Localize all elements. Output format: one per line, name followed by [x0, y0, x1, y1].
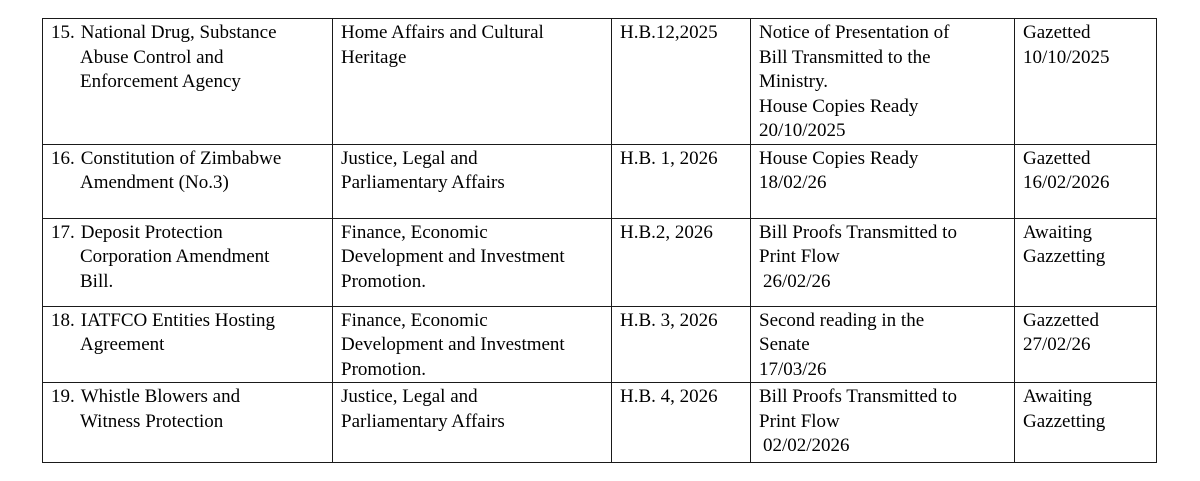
gazette-line: Gazzetting: [1023, 246, 1106, 267]
ministry-line: Development and Investment: [341, 246, 565, 267]
hb-number-cell: [612, 19, 751, 145]
status-line: House Copies Ready: [759, 147, 919, 169]
status-line: Print Flow: [759, 246, 840, 267]
bill-title-line: Agreement: [80, 334, 165, 355]
status-cell: [751, 144, 1015, 218]
status-line: Second reading in the: [759, 309, 925, 331]
bill-title-cell: [43, 306, 333, 383]
ministry-cell: [333, 218, 612, 306]
hb-number: H.B. 1, 2026: [620, 147, 718, 169]
bill-title-line: Constitution of Zimbabwe: [80, 147, 282, 169]
bill-number: 19.: [51, 386, 75, 407]
status-line: 20/10/2025: [759, 120, 846, 141]
gazette-line: Gazzetting: [1023, 410, 1106, 432]
bill-title-cell: [43, 144, 333, 218]
gazette-line: 27/02/26: [1023, 334, 1091, 355]
gazette-cell: [1015, 383, 1157, 463]
hb-number-cell: [612, 218, 751, 306]
gazette-line: 16/02/2026: [1023, 172, 1110, 193]
status-line: 18/02/26: [759, 172, 827, 193]
bill-number: 15.: [51, 22, 75, 43]
status-line: Bill Transmitted to the: [759, 46, 931, 68]
status-line: Bill Proofs Transmitted to: [759, 221, 957, 243]
status-cell: [751, 306, 1015, 383]
ministry-line: Promotion.: [341, 358, 426, 380]
hb-number-cell: [612, 144, 751, 218]
ministry-cell: [333, 306, 612, 383]
ministry-line: Parliamentary Affairs: [341, 172, 505, 193]
bill-title-line: Enforcement Agency: [80, 71, 241, 92]
ministry-line: Justice, Legal and: [341, 386, 478, 407]
hb-number-cell: [612, 383, 751, 463]
gazette-cell: [1015, 19, 1157, 145]
status-line: Senate: [759, 334, 810, 355]
status-line: Ministry.: [759, 71, 828, 92]
status-line: Notice of Presentation of: [759, 22, 950, 43]
ministry-line: Parliamentary Affairs: [341, 410, 505, 432]
bill-title-cell: [43, 218, 333, 306]
bill-title-line: Corporation Amendment: [80, 246, 270, 267]
bill-title-line: National Drug, Substance: [80, 22, 277, 43]
bill-title-line: IATFCO Entities Hosting: [80, 309, 275, 331]
gazette-line: Gazzetted: [1023, 309, 1099, 331]
bill-number: 18.: [51, 309, 75, 331]
gazette-line: Awaiting: [1023, 221, 1092, 243]
ministry-line: Finance, Economic: [341, 221, 488, 243]
ministry-line: Development and Investment: [341, 334, 565, 355]
bill-title-line: Witness Protection: [80, 410, 224, 432]
bill-number: 17.: [51, 221, 75, 243]
table-row: [43, 306, 1157, 383]
ministry-cell: [333, 19, 612, 145]
gazette-cell: [1015, 144, 1157, 218]
bill-title-cell: [43, 19, 333, 145]
status-line: 17/03/26: [759, 358, 827, 380]
status-line: 26/02/26: [763, 270, 831, 292]
table-row: [43, 218, 1157, 306]
bill-title-line: Abuse Control and: [80, 46, 224, 68]
ministry-line: Justice, Legal and: [341, 147, 478, 169]
gazette-cell: [1015, 306, 1157, 383]
table-row: [43, 19, 1157, 145]
gazette-line: Awaiting: [1023, 386, 1092, 407]
hb-number-cell: [612, 306, 751, 383]
status-line: 02/02/2026: [763, 435, 850, 456]
hb-number: H.B. 3, 2026: [620, 309, 718, 331]
table-row: [43, 383, 1157, 463]
status-cell: [751, 218, 1015, 306]
ministry-cell: [333, 144, 612, 218]
bill-title-line: Amendment (No.3): [80, 172, 229, 193]
ministry-cell: [333, 383, 612, 463]
bills-table: [42, 18, 1157, 463]
gazette-cell: [1015, 218, 1157, 306]
bill-title-cell: [43, 383, 333, 463]
status-line: House Copies Ready: [759, 95, 919, 117]
hb-number: H.B.2, 2026: [620, 221, 713, 243]
ministry-line: Finance, Economic: [341, 309, 488, 331]
ministry-line: Home Affairs and Cultural: [341, 22, 544, 43]
status-line: Print Flow: [759, 410, 840, 432]
bill-number: 16.: [51, 147, 75, 169]
hb-number: H.B.12,2025: [620, 22, 718, 43]
bill-title-line: Whistle Blowers and: [80, 386, 241, 407]
bill-title-line: Deposit Protection: [80, 221, 223, 243]
status-cell: [751, 383, 1015, 463]
gazette-line: 10/10/2025: [1023, 46, 1110, 68]
ministry-line: Heritage: [341, 46, 407, 68]
status-cell: [751, 19, 1015, 145]
ministry-line: Promotion.: [341, 270, 426, 292]
table-row: [43, 144, 1157, 218]
status-line: Bill Proofs Transmitted to: [759, 386, 957, 407]
gazette-line: Gazetted: [1023, 22, 1091, 43]
gazette-line: Gazetted: [1023, 147, 1091, 169]
hb-number: H.B. 4, 2026: [620, 386, 718, 407]
bill-title-line: Bill.: [80, 270, 114, 292]
